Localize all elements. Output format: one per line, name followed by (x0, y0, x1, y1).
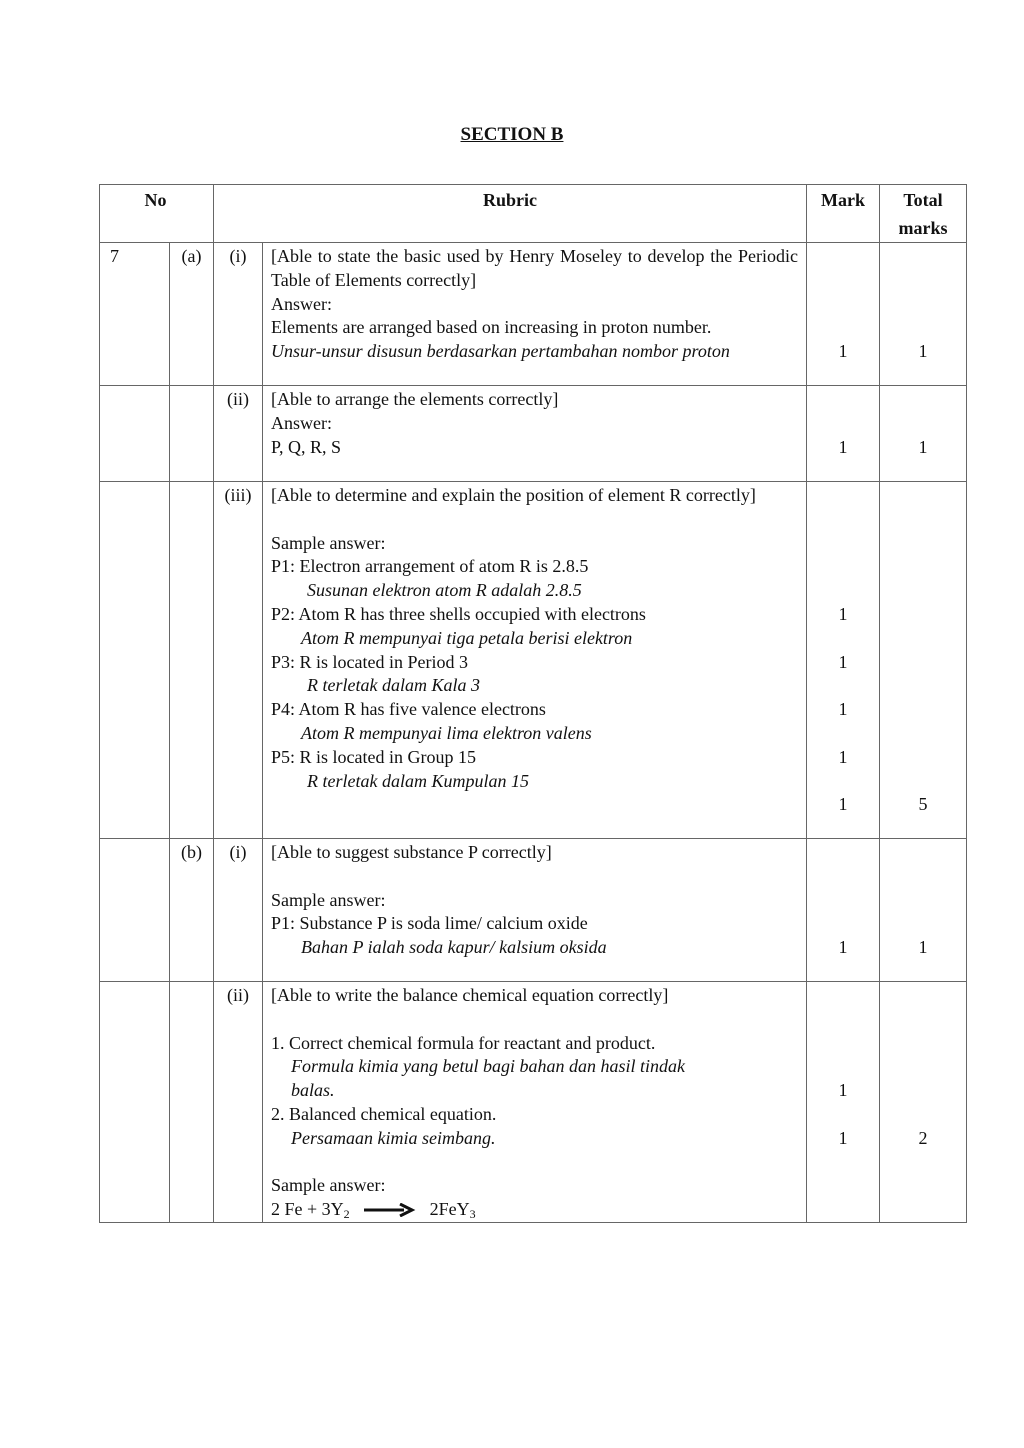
table-row (100, 243, 967, 386)
part-label (170, 982, 214, 1223)
total-value: 1 (918, 341, 928, 362)
reaction-arrow-icon (364, 1203, 416, 1217)
total-value: 1 (918, 937, 928, 958)
header-row (100, 185, 967, 243)
point-english: P5: R is located in Group 15 (271, 746, 476, 767)
section-title: SECTION B (460, 124, 564, 145)
criteria-text: [Able to state the basic used by Henry Moseley to develop the Periodic Table of Elements correctly] (271, 246, 798, 290)
point-malay: Formula kimia yang betul bagi bahan dan hasil tindak (291, 1056, 685, 1077)
point-malay: R terletak dalam Kumpulan 15 (307, 770, 529, 791)
subpart-label: (i) (214, 839, 263, 982)
total-cell (880, 482, 967, 839)
criteria-text: [Able to write the balance chemical equation correctly] (271, 985, 669, 1005)
subpart-label: (iii) (214, 482, 263, 839)
question-number (100, 839, 170, 982)
criteria-text: [Able to suggest substance P correctly] (271, 842, 552, 862)
mark-cell (807, 982, 880, 1223)
answer-malay: Unsur-unsur disusun berdasarkan pertambahan nombor proton (271, 341, 730, 362)
rubric-cell (263, 982, 807, 1223)
mark-value: 1 (838, 937, 848, 958)
answer-malay: Bahan P ialah soda kapur/ kalsium oksida (301, 937, 607, 958)
answer-english: P, Q, R, S (271, 436, 342, 457)
point-english: P2: Atom R has three shells occupied with electrons (271, 603, 646, 624)
answer-label: Answer: (271, 412, 332, 433)
answer-english: P1: Substance P is soda lime/ calcium oxide (271, 913, 588, 934)
rubric-cell (263, 386, 807, 482)
equation-reactants: 2 $Fe + 3Y_2$ (271, 1199, 350, 1222)
mark-cell (807, 386, 880, 482)
mark-value: 1 (838, 341, 848, 362)
part-label (170, 386, 214, 482)
rubric-table (99, 184, 967, 1223)
header-total-marks: Total marks (880, 185, 967, 243)
header-no: No (100, 185, 214, 243)
table-row (100, 386, 967, 482)
question-number (100, 982, 170, 1223)
point-english: 1. Correct chemical formula for reactant and product. (271, 1032, 656, 1053)
point-english: P3: R is located in Period 3 (271, 651, 468, 672)
part-label (170, 482, 214, 839)
total-value: 2 (918, 1127, 928, 1148)
mark-value: 1 (838, 746, 848, 767)
table-row (100, 482, 967, 839)
subpart-label: (i) (214, 243, 263, 386)
point-malay: Susunan elektron atom R adalah 2.8.5 (307, 580, 582, 601)
point-malay: R terletak dalam Kala 3 (307, 675, 480, 696)
answer-english: Elements are arranged based on increasing in proton number. (271, 317, 712, 338)
answer-label: Sample answer: (271, 889, 386, 910)
mark-value: 1 (838, 651, 848, 672)
mark-value: 1 (838, 1080, 848, 1101)
mark-value: 1 (838, 436, 848, 457)
mark-cell (807, 243, 880, 386)
point-malay: Persamaan kimia seimbang. (291, 1127, 496, 1148)
answer-label: Answer: (271, 293, 332, 314)
answer-label: Sample answer: (271, 532, 386, 553)
table-row (100, 839, 967, 982)
header-rubric: Rubric (214, 185, 807, 243)
part-label: (a) (170, 243, 214, 386)
mark-value: 1 (838, 1127, 848, 1148)
subpart-label: (ii) (214, 982, 263, 1223)
rubric-cell (263, 839, 807, 982)
subpart-label: (ii) (214, 386, 263, 482)
point-english: P1: Electron arrangement of atom R is 2.8.5 (271, 556, 589, 577)
point-english: 2. Balanced chemical equation. (271, 1103, 497, 1124)
part-label: (b) (170, 839, 214, 982)
mark-value: 1 (838, 794, 848, 815)
header-mark: Mark (807, 185, 880, 243)
total-cell (880, 982, 967, 1223)
chemical-equation (271, 1198, 798, 1222)
point-malay-continued: balas. (291, 1080, 335, 1101)
mark-cell (807, 839, 880, 982)
rubric-cell (263, 243, 807, 386)
point-malay: Atom R mempunyai lima elektron valens (301, 722, 592, 743)
total-value: 1 (918, 436, 928, 457)
question-number (100, 386, 170, 482)
point-english: P4: Atom R has five valence electrons (271, 699, 546, 720)
criteria-text: [Able to determine and explain the position of element R correctly] (271, 485, 756, 505)
point-malay: Atom R mempunyai tiga petala berisi elektron (301, 627, 633, 648)
total-value: 5 (918, 794, 928, 815)
question-number (100, 482, 170, 839)
total-cell (880, 243, 967, 386)
criteria-text: [Able to arrange the elements correctly] (271, 389, 559, 409)
table-row (100, 982, 967, 1223)
mark-value: 1 (838, 603, 848, 624)
mark-value: 1 (838, 699, 848, 720)
mark-cell (807, 482, 880, 839)
answer-label: Sample answer: (271, 1175, 386, 1196)
equation-products: 2FeY$_3$ (429, 1199, 476, 1222)
rubric-cell (263, 482, 807, 839)
total-cell (880, 839, 967, 982)
total-cell (880, 386, 967, 482)
question-number: 7 (100, 243, 170, 386)
